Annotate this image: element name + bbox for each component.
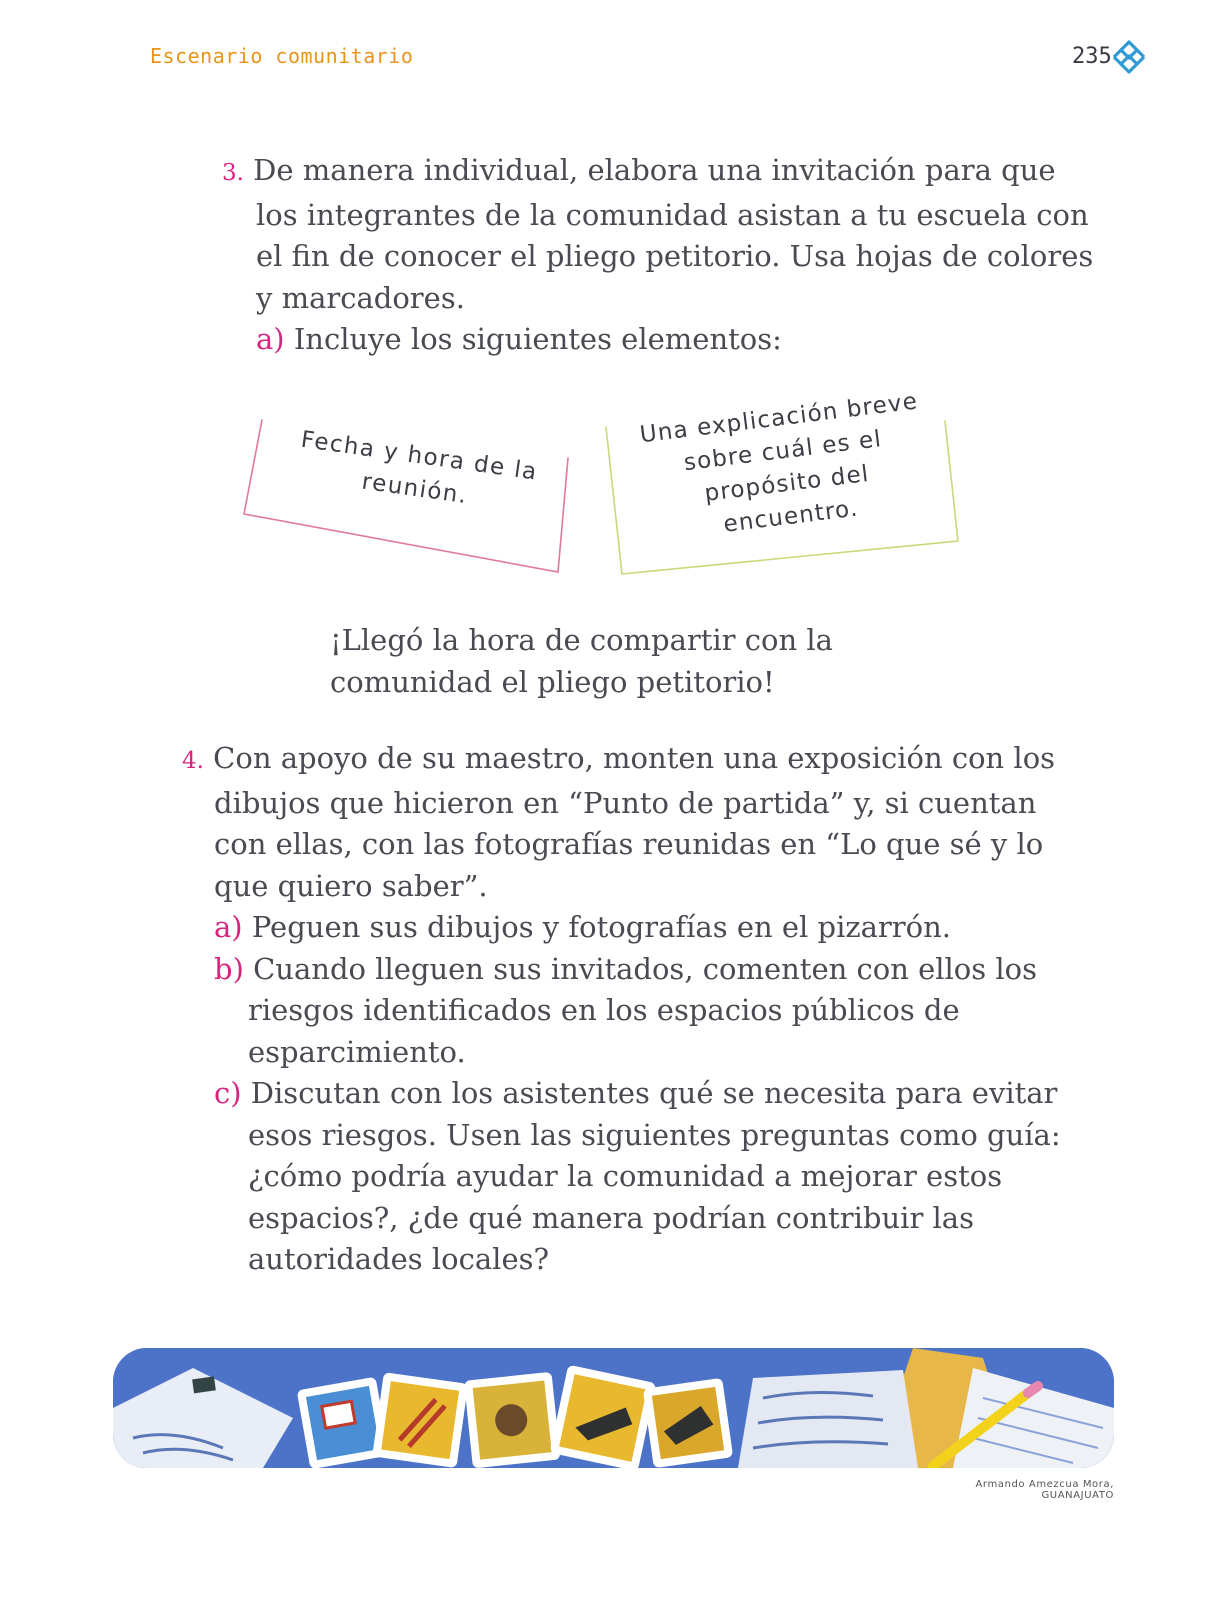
item-number: 4. — [182, 748, 204, 774]
section-title: Escenario comunitario — [150, 44, 414, 68]
subitem-text: Incluye los siguientes elementos: — [293, 322, 782, 356]
subitem-letter: b) — [214, 951, 244, 986]
illustration-credit: Armando Amezcua Mora, GUANAJUATO — [975, 1479, 1114, 1501]
page-number: 235 — [1072, 44, 1112, 69]
note-purpose: Una explicación breve sobre cuál es el propósito del encuentro. — [638, 388, 920, 538]
item-number: 3. — [222, 160, 244, 186]
subitem-letter: a) — [256, 322, 285, 356]
item-text: De manera individual, elabora una invitación para que los integrantes de la comunidad asistan a tu escuela con el fin de conocer el pliego petitorio. Usa hojas de colores y marcadores. — [253, 153, 1094, 315]
subitem-text: Peguen sus dibujos y fotografías en el pizarrón. — [251, 910, 952, 944]
interlocking-diamonds-icon — [1112, 40, 1146, 74]
papers-photos-folder-pencil-illustration — [113, 1348, 1114, 1468]
subitem-text: Discutan con los asistentes qué se necesita para evitar esos riesgos. Usen las siguientes preguntas como guía: ¿cómo podría ayudar la comunidad a mejorar estos espacios?, ¿de qué manera podrían contribuir las autoridades locales? — [248, 1076, 1061, 1276]
activity-item-3 — [222, 150, 1102, 361]
subitem-text: Cuando lleguen sus invitados, comenten con ellos los riesgos identificados en los espacios públicos de esparcimiento. — [248, 951, 1037, 1069]
call-to-action: ¡Llegó la hora de compartir con la comunidad el pliego petitorio! — [330, 623, 833, 699]
subitem-a — [222, 319, 1102, 361]
item-text: Con apoyo de su maestro, monten una exposición con los dibujos que hicieron en “Punto de partida” y, si cuentan con ellas, con las fotografías reunidas en “Lo que sé y lo que quiero saber”. — [213, 741, 1056, 903]
activity-item-4 — [182, 738, 1082, 1281]
subitem-letter: a) — [214, 910, 243, 944]
note-date-time: Fecha y hora de la reunión. — [299, 426, 540, 510]
subitem-a — [182, 907, 1082, 949]
subitem-b — [182, 949, 1082, 1074]
subitem-letter: c) — [214, 1076, 242, 1110]
subitem-c — [182, 1073, 1082, 1281]
